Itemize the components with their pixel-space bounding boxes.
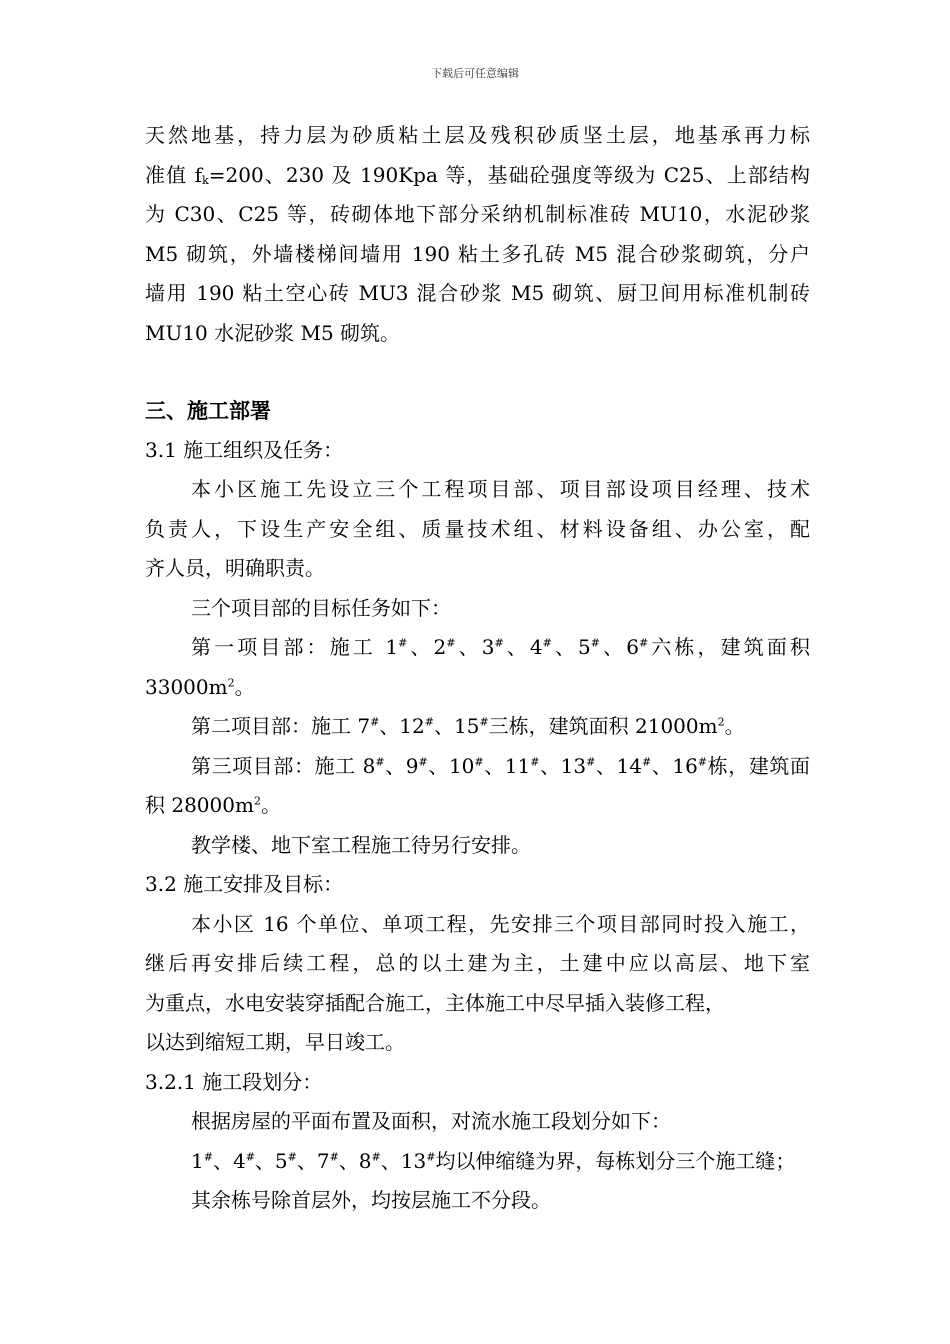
- project-dept-2: 第二项目部：施工 7#、12#、15#三栋，建筑面积 $21000m^2$。: [191, 714, 745, 738]
- page-header: 下载后可任意编辑: [431, 67, 519, 80]
- paragraph-line: 本小区 16 个单位、单项工程，先安排三个项目部同时投入施工，: [191, 911, 810, 936]
- paragraph-line: 积 $28000m^2$。: [145, 793, 281, 817]
- paragraph-line: 准值 $f_k=200$、230 及 190Kpa 等，基础砼强度等级为 C25、上部结构: [145, 162, 810, 187]
- paragraph-line: 以达到缩短工期，早日竣工。: [145, 1030, 405, 1054]
- paragraph: 1#、4#、5#、7#、8#、13#均以伸缩缝为界，每栋划分三个施工缝；: [191, 1148, 796, 1173]
- subsection-heading: 3.1 施工组织及任务：: [145, 437, 344, 462]
- paragraph-line: MU10 水泥砂浆 M5 砌筑。: [145, 320, 401, 345]
- paragraph: 三个项目部的目标任务如下：: [191, 595, 451, 620]
- document-body: [145, 116, 810, 1221]
- paragraph-line: 负责人，下设生产安全组、质量技术组、材料设备组、办公室，配: [145, 516, 810, 541]
- paragraph-line: 为重点，水电安装穿插配合施工，主体施工中尽早插入装修工程，: [145, 990, 725, 1015]
- paragraph-line: 墙用 190 粘土空心砖 MU3 混合砂浆 M5 砌筑、厨卫间用标准机制砖: [145, 281, 810, 305]
- project-dept-1: 第一项目部：施工 1#、2#、3#、4#、5#、6#六栋，建筑面积: [191, 635, 810, 659]
- subsection-heading: 3.2.1 施工段划分：: [145, 1069, 323, 1094]
- paragraph-line: 本小区施工先设立三个工程项目部、项目部设项目经理、技术: [191, 477, 810, 501]
- paragraph-line: 齐人员，明确职责。: [145, 556, 325, 580]
- project-dept-3: 第三项目部：施工 8#、9#、10#、11#、13#、14#、16#栋，建筑面: [191, 753, 811, 778]
- paragraph: 根据房屋的平面布置及面积，对流水施工段划分如下：: [191, 1109, 671, 1133]
- paragraph-line: $33000m^2$。: [145, 674, 255, 699]
- paragraph-line: M5 砌筑，外墙楼梯间墙用 190 粘土多孔砖 M5 混合砂浆砌筑，分户: [145, 241, 810, 266]
- paragraph: 教学楼、地下室工程施工待另行安排。: [191, 832, 531, 857]
- subsection-heading: 3.2 施工安排及目标：: [145, 872, 344, 896]
- paragraph-line: 继后再安排后续工程，总的以土建为主，土建中应以高层、地下室: [145, 951, 810, 975]
- paragraph: 其余栋号除首层外，均按层施工不分段。: [191, 1188, 551, 1212]
- section-heading: 三、施工部署: [145, 398, 271, 423]
- paragraph-line: 天然地基，持力层为砂质粘土层及残积砂质坚土层，地基承再力标: [145, 123, 810, 147]
- paragraph-line: 为 C30、C25 等，砖砌体地下部分采纳机制标准砖 MU10，水泥砂浆: [145, 202, 810, 226]
